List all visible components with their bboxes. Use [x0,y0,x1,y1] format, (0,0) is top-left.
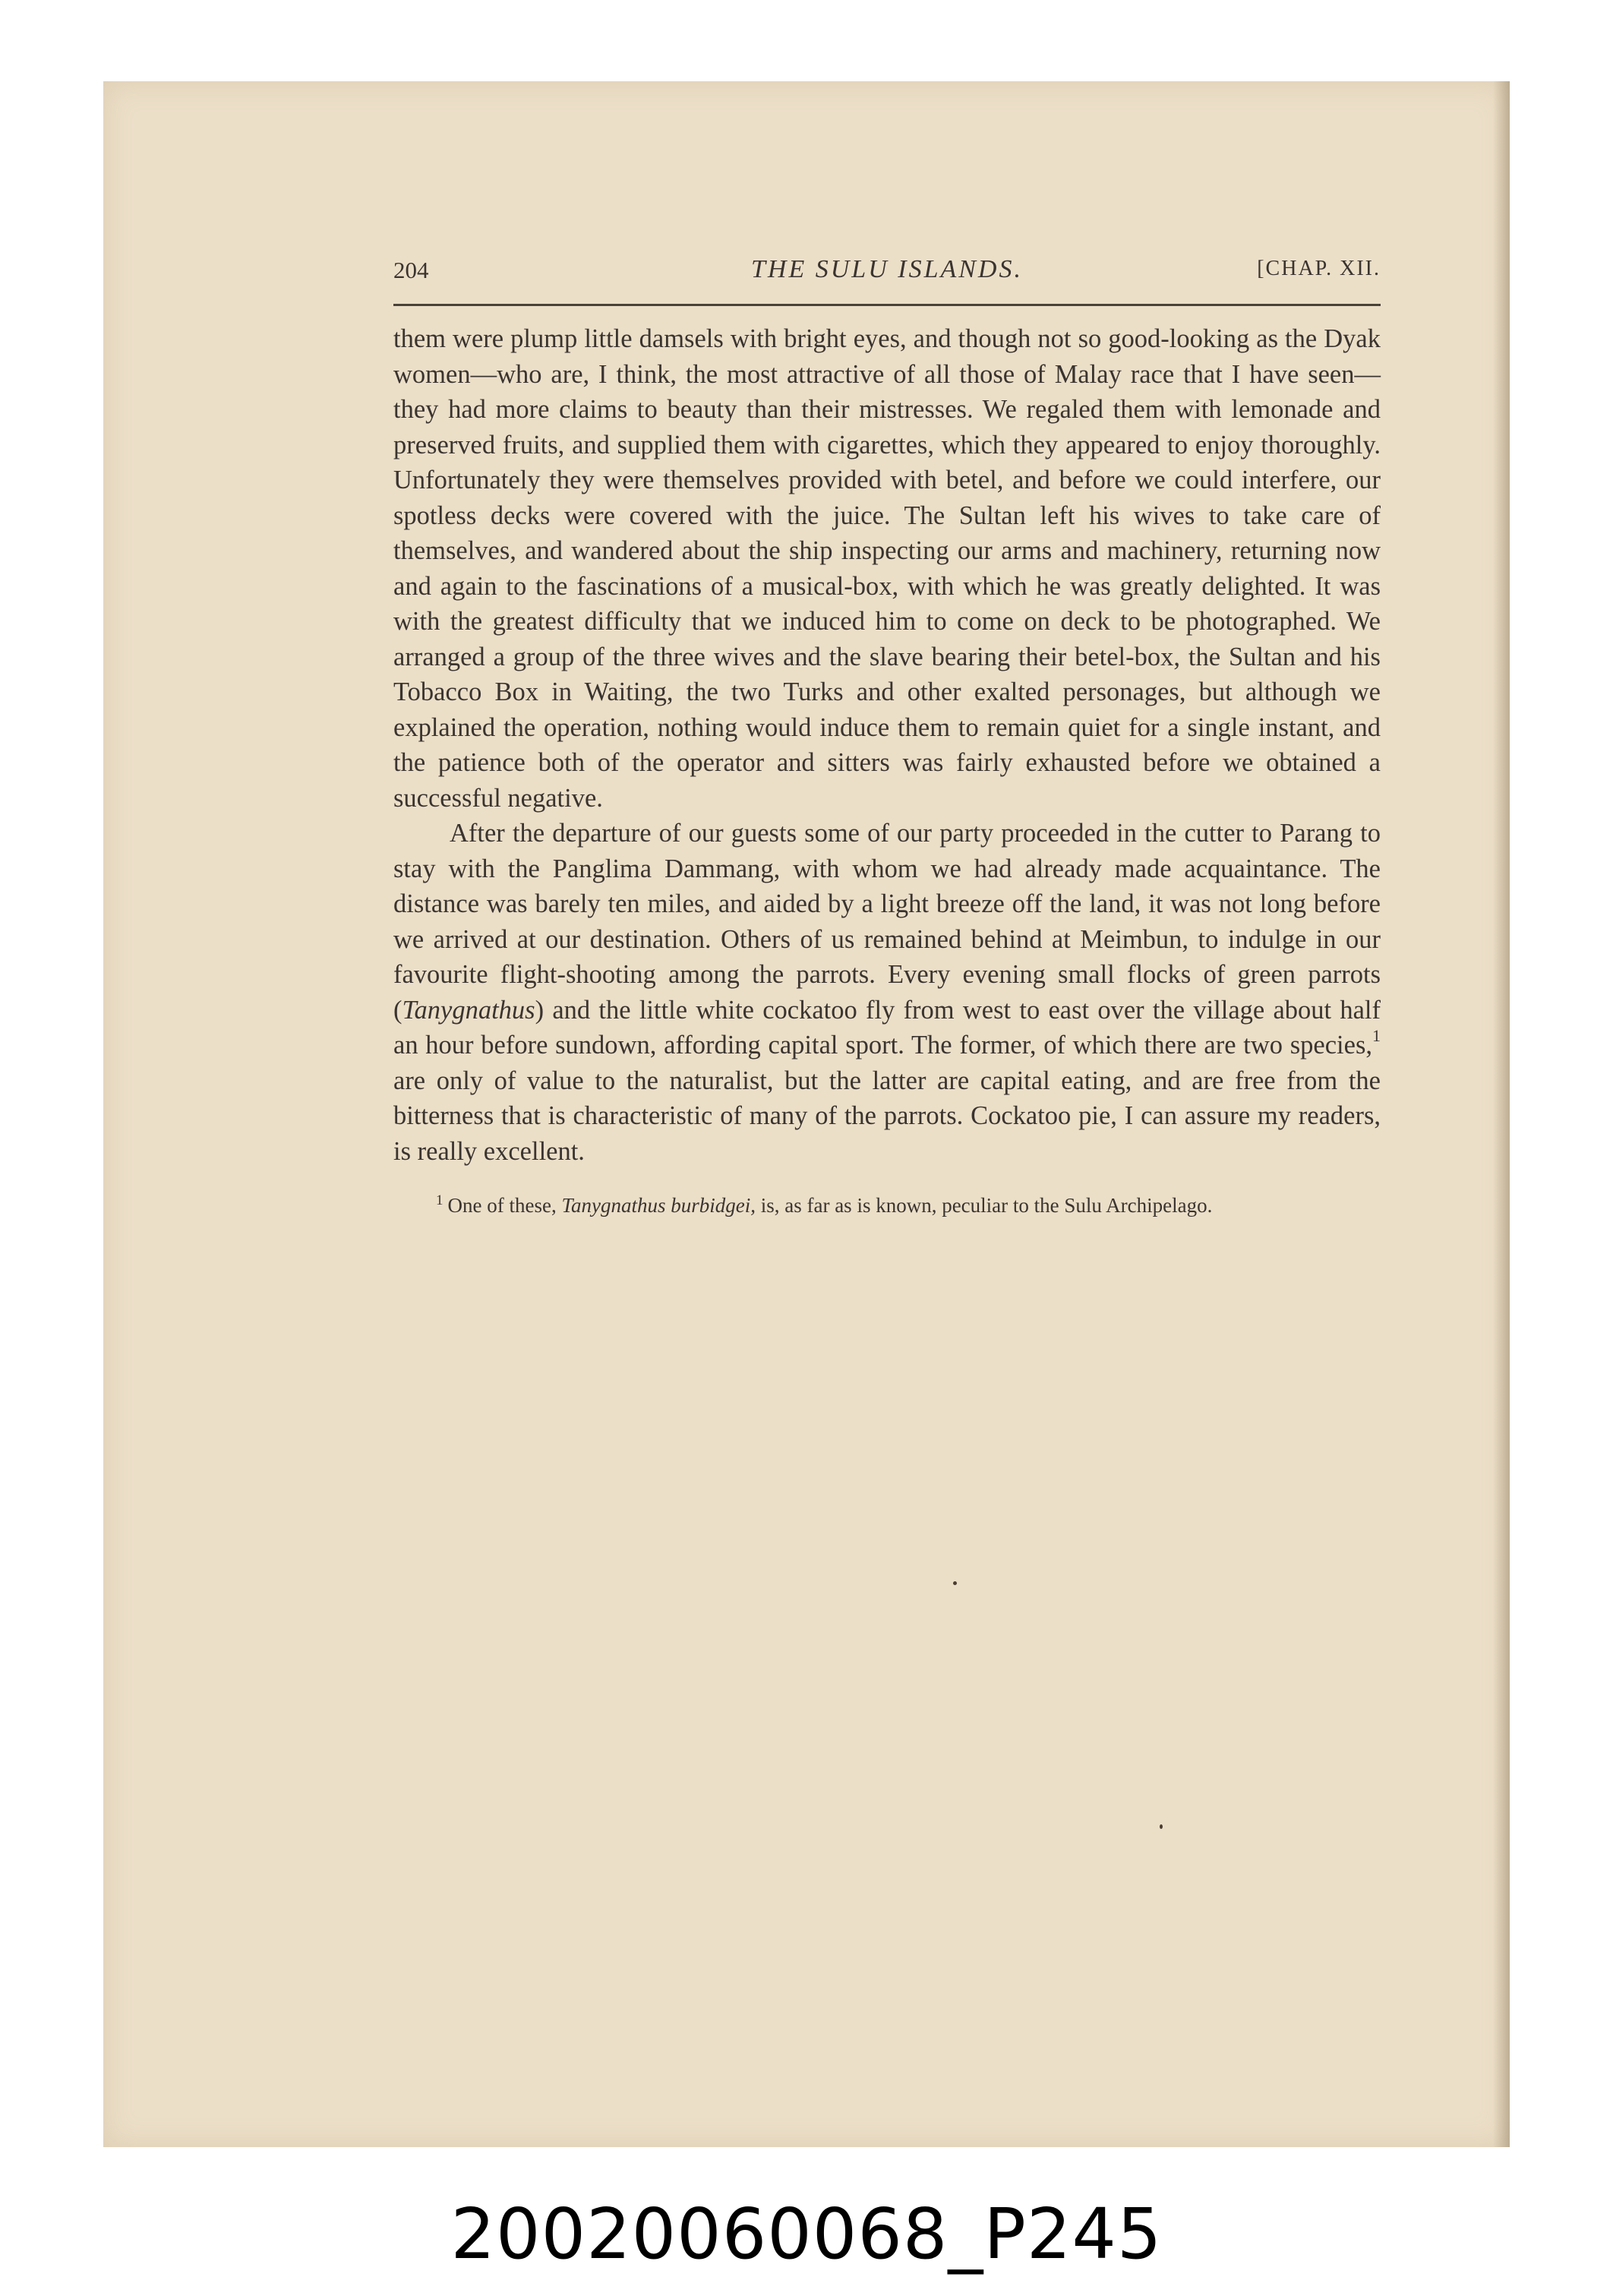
paragraph-2-text-b: ) and the little white cockatoo fly from west to east over the village about half an hour before sundown, affording capital sport. The former, of which there are two species, [393,995,1381,1060]
paper-speck [1160,1824,1163,1829]
page-number: 204 [393,257,429,283]
footnote-text-a: One of these, [447,1194,562,1217]
paper-speck [953,1581,957,1585]
footnote-text-b: is, as far as is known, peculiar to the Sulu Archipelago. [755,1194,1213,1217]
footnote [393,1190,1381,1224]
book-page [393,251,1381,1224]
species-name-italic: Tanygnathus [402,995,535,1025]
footnote-mark: 1 [436,1192,443,1208]
header-rule [393,304,1381,306]
catalog-label: 20020060068_P245 [450,2193,1163,2275]
paragraph-2 [393,816,1381,1169]
running-head [393,251,1381,296]
paragraph-1-text: them were plump little damsels with bright eyes, and though not so good-looking as the Dyak women—who are, I think, the most attractive of all those of Malay race that I have seen—they had more claims to beauty than their mistresses. We regaled them with lemonade and preserved fruits, and supplied them with cigarettes, which they appeared to enjoy thoroughly. Unfortunately they were themselves provided with betel, and before we could interfere, our spotless decks were covered with the juice. The Sultan left his wives to take care of themselves, and wandered about the ship inspecting our arms and machinery, returning now and again to the fascinations of a musical-box, with which he was greatly delighted. It was with the greatest difficulty that we induced him to come on deck to be photographed. We arranged a group of the three wives and the slave bearing their betel-box, the Sultan and his Tobacco Box in Waiting, the two Turks and other exalted personages, but although we explained the operation, nothing would induce them to remain quiet for a single instant, and the patience both of the operator and sitters was fairly exhausted before we obtained a successful negative. [393,324,1381,813]
body-text [393,321,1381,1169]
footnote-species-italic: Tanygnathus burbidgei, [561,1194,756,1217]
footnote-reference: 1 [1372,1025,1381,1045]
running-title: THE SULU ISLANDS. [751,255,1023,283]
paragraph-2-text-a: After the departure of our guests some of our party proceeded in the cutter to Parang to stay with the Panglima Dammang, with whom we had already made acquaintance. The distance was barely ten miles, and aided by a light breeze off the land, it was not long before we arrived at our destination. Others of us remained behind at Meimbun, to indulge in our favourite flight-shooting among the parrots. Every evening small flocks of green parrots ( [393,819,1381,1025]
chapter-reference: [CHAP. XII. [1257,257,1381,280]
paragraph-2-text-c: are only of value to the naturalist, but the latter are capital eating, and are free from the bitterness that is characteristic of many of the parrots. Cockatoo pie, I can assure my readers, is really excellent. [393,1066,1381,1166]
paragraph-1 [393,321,1381,816]
